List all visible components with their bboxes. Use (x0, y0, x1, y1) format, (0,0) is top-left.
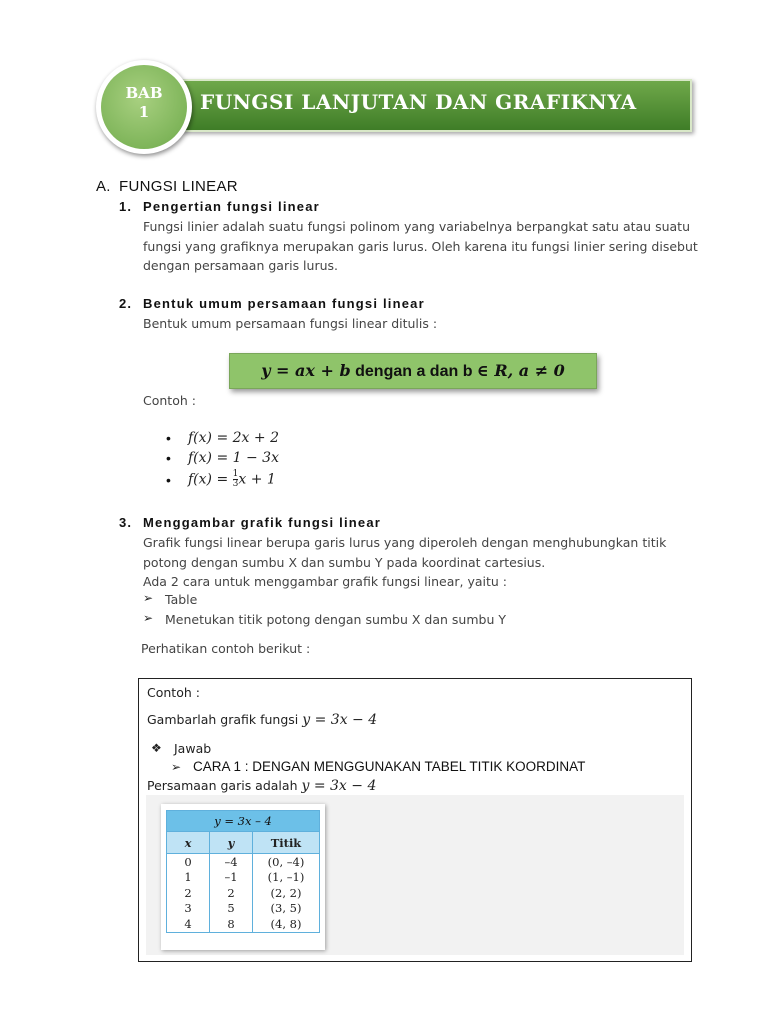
table-row (167, 870, 320, 886)
sub1-number: 1. (119, 199, 133, 214)
table-row (167, 901, 320, 917)
table-cell: 5 (210, 901, 253, 917)
sub3-note: Perhatikan contoh berikut : (141, 641, 311, 656)
section-a-title: FUNGSI LINEAR (119, 178, 238, 195)
example-3-left: f(x) = (188, 471, 233, 488)
sub1-paragraph (143, 217, 698, 276)
line-equation (147, 776, 376, 797)
sub2-example-label: Contoh : (143, 393, 196, 408)
sub2-title: Bentuk umum persamaan fungsi linear (143, 296, 425, 311)
example-task-equation: y = 3x − 4 (302, 712, 378, 728)
line-equation-text: Persamaan garis adalah (147, 778, 302, 793)
arrow-bullet-icon: ➢ (143, 591, 154, 605)
formula-condition-math: ∈ R, a ≠ 0 (476, 361, 565, 380)
table-cell: (2, 2) (270, 885, 302, 900)
diamond-bullet-icon: ❖ (151, 741, 162, 755)
sub3-title: Menggambar grafik fungsi linear (143, 515, 382, 530)
table-caption: y = 3x – 4 (167, 811, 320, 832)
chapter-badge-line1: BAB (125, 84, 163, 102)
formula-condition-text: dengan a dan b (350, 363, 477, 380)
general-formula (229, 353, 597, 389)
table-cell: 8 (210, 916, 253, 932)
example-function-1: f(x) = 2x + 2 (188, 430, 279, 446)
sub3-line: Grafik fungsi linear berupa garis lurus yang diperoleh dengan menghubungkan titik (143, 535, 667, 550)
table-cell: (1, –1) (267, 870, 305, 885)
table-header-y: y (210, 832, 253, 854)
table-cell: 2 (167, 885, 210, 901)
sub3-paragraph (143, 533, 666, 592)
example-task-text: Gambarlah grafik fungsi (147, 712, 303, 727)
sub3-number: 3. (119, 515, 133, 530)
method-intercepts: Menetukan titik potong dengan sumbu X dan sumbu Y (165, 612, 506, 627)
example-function-2: f(x) = 1 − 3x (188, 450, 279, 466)
example-function-3 (188, 470, 276, 489)
table-header-x: x (167, 832, 210, 854)
coordinate-table (166, 810, 320, 933)
line-equation-math: y = 3x − 4 (301, 778, 377, 794)
table-row (167, 854, 320, 870)
table-cell: (3, 5) (270, 901, 302, 916)
method-table: Table (165, 592, 198, 607)
fraction-denominator: 3 (232, 479, 239, 489)
bullet-icon: • (166, 430, 171, 446)
method-title: CARA 1 : DENGAN MENGGUNAKAN TABEL TITIK KOORDINAT (193, 759, 586, 774)
sub2-intro: Bentuk umum persamaan fungsi linear ditulis : (143, 316, 438, 331)
sub3-line: Ada 2 cara untuk menggambar grafik fungsi linear, yaitu : (143, 574, 508, 589)
table-cell: –1 (210, 870, 253, 886)
answer-label: Jawab (174, 741, 212, 756)
sub2-number: 2. (119, 296, 133, 311)
table-cell: 2 (210, 885, 253, 901)
table-cell: 4 (167, 916, 210, 932)
table-header-titik: Titik (253, 832, 320, 854)
sub1-line: Fungsi linier adalah suatu fungsi polinom yang variabelnya berpangkat satu atau suatu (143, 219, 690, 234)
table-caption-row (167, 811, 320, 832)
table-cell: 3 (167, 901, 210, 917)
table-cell: –4 (210, 854, 253, 870)
bullet-icon: • (166, 450, 171, 466)
example-box-label: Contoh : (147, 685, 200, 700)
table-cell: 0 (167, 854, 210, 870)
sub3-line: potong dengan sumbu X dan sumbu Y pada koordinat cartesius. (143, 554, 546, 570)
example-task (147, 710, 377, 731)
chapter-badge-text (101, 84, 187, 122)
chapter-badge-line2: 1 (138, 103, 150, 121)
section-a-label: A. (96, 178, 111, 195)
sub1-title: Pengertian fungsi linear (143, 199, 320, 214)
arrow-bullet-icon: ➢ (171, 760, 182, 774)
bullet-icon: • (166, 472, 171, 488)
sub1-line: dengan persamaan garis lurus. (143, 258, 339, 273)
fraction-numerator: 1 (232, 469, 239, 479)
sub1-line: fungsi yang grafiknya merupakan garis lurus. Oleh karena itu fungsi linier sering disebut (143, 238, 698, 254)
table-cell: (4, 8) (270, 916, 302, 931)
formula-equation: y = ax + b (261, 361, 351, 380)
arrow-bullet-icon: ➢ (143, 611, 154, 625)
example-3-right: x + 1 (238, 471, 276, 488)
table-row (167, 916, 320, 932)
table-cell: 1 (167, 870, 210, 886)
table-row (167, 885, 320, 901)
table-cell: (0, –4) (267, 854, 305, 869)
table-header-row (167, 832, 320, 854)
chapter-title: FUNGSI LANJUTAN DAN GRAFIKNYA (200, 90, 637, 114)
